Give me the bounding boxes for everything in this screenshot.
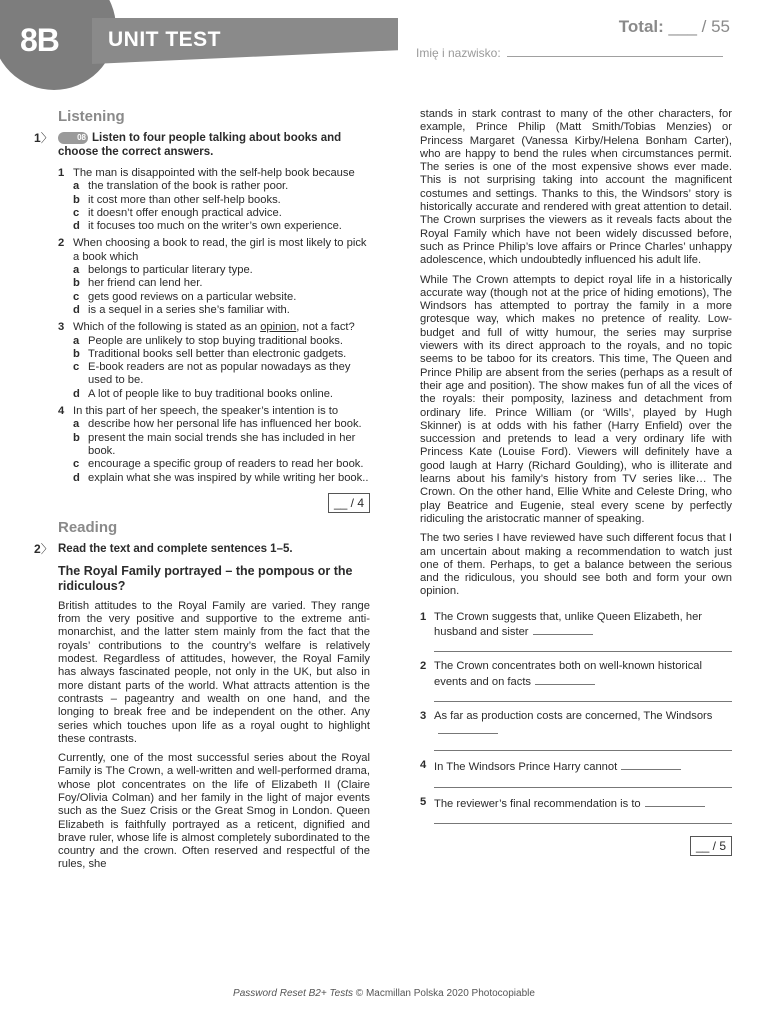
sentence-number: 2 — [420, 660, 427, 673]
option-letter: d — [73, 387, 80, 400]
task-number: 2〉 — [34, 541, 53, 556]
answer-option[interactable] — [73, 304, 370, 317]
answer-option[interactable] — [73, 180, 370, 193]
answer-blank[interactable] — [621, 759, 681, 770]
answer-option[interactable] — [73, 348, 370, 361]
answer-option[interactable] — [73, 388, 370, 401]
answer-option[interactable] — [73, 264, 370, 277]
article-paragraph: The two series I have reviewed have such different focus that I am uncertain about making a recommendation to watch just one of them. Perhaps, to get a balance between the serious and the ridiculous, you should see both and form your own opinion. — [420, 532, 732, 598]
option-text: her friend can lend her. — [88, 277, 203, 290]
option-text: it focuses too much on the writer’s own experience. — [88, 220, 342, 233]
option-letter: c — [73, 458, 80, 471]
sentence-text: The reviewer’s final recommendation is to — [434, 796, 732, 811]
sentence-number: 1 — [420, 610, 427, 623]
question-text: The man is disappointed with the self-help book because — [73, 167, 355, 179]
instruction-text: Listen to four people talking about books and choose the correct answers. — [58, 132, 342, 158]
listening-questions — [58, 167, 370, 485]
sentence-number: 3 — [420, 709, 427, 722]
total-value: ___ / 55 — [668, 17, 730, 36]
article-paragraph: While The Crown attempts to depict royal life in a historically accurate way (though not at the price of hiding emotions), The Windsors has attempted to portray the family in a more grotesque way, which makes no pretence of reality. Low-budget and full of witty humour, the series may surprise viewers with its direct approach to the royals, and no topic seems to be taboo for its creators. This time, The Queen and Prince Philip are absent from the series (perhaps as a result of their age and position). The show makes fun of all the vices of the royals: their pomposity, laziness and detachment from ordinary life. Prince William (or ‘Wills’, played by Hugh Skinner) is at odds with his father (Harry Enfield) over the succession and pretends to lead a very ordinary life with Princess Kate (Louise Ford). Viewers will definitely have a good laugh at Harry (Richard Goulding), who is illiterate and learns about his family’s history from TV series like… The Crown. On the other hand, Ellie White and Celeste Dring, who play Beatrice and Eugenie, steal every scene by perfectly ridiculing the aristocratic manner of speaking. — [420, 273, 732, 525]
question — [58, 237, 370, 317]
question — [58, 405, 370, 485]
sentence-text: The Crown suggests that, unlike Queen Elizabeth, her husband and sister — [434, 610, 703, 638]
question — [58, 321, 370, 401]
sentence-item — [420, 796, 732, 824]
reading-sentences — [420, 611, 732, 824]
article-paragraph: Currently, one of the most successful series about the Royal Family is The Crown, a well-written and well-performed drama, whose plot concentrates on the life of Elizabeth II (Claire Foy/Olivia Colman) and her family in the light of major events such as the Suez Crisis or the Great Smog in London. Queen Elizabeth is faithfully portrayed as a reticent, dignified and brave ruler, whose life is almost completely subordinated to the country and the crown. Often reserved and respectful of the rules, she — [58, 752, 370, 871]
reading-title: Reading — [58, 518, 118, 536]
question-number: 3 — [58, 321, 65, 334]
audio-cd-icon: 08 — [58, 132, 88, 144]
sentence-item — [420, 759, 732, 787]
option-letter: c — [73, 290, 80, 303]
listening-title: Listening — [58, 108, 125, 125]
answer-option[interactable] — [73, 277, 370, 290]
answer-option[interactable] — [73, 220, 370, 233]
option-letter: c — [73, 361, 80, 374]
sentence-number: 4 — [420, 759, 427, 772]
option-text: gets good reviews on a particular website. — [88, 290, 297, 303]
total-label: Total: — [618, 17, 664, 36]
option-text: the translation of the book is rather poor. — [88, 180, 289, 193]
option-letter: d — [73, 220, 80, 233]
answer-option[interactable] — [73, 207, 370, 220]
option-text: People are unlikely to stop buying traditional books. — [88, 334, 343, 347]
answer-line[interactable] — [434, 689, 732, 702]
option-letter: b — [73, 193, 80, 206]
answer-option[interactable] — [73, 458, 370, 471]
option-text: describe how her personal life has influenced her book. — [88, 418, 362, 431]
sentence-text: In The Windsors Prince Harry cannot — [434, 759, 732, 774]
answer-line[interactable] — [434, 639, 732, 652]
footer-copyright: © Macmillan Polska 2020 Photocopiable — [355, 988, 535, 999]
option-text: it doesn’t offer enough practical advice. — [88, 206, 282, 219]
task-2-instruction — [34, 541, 370, 556]
answer-option[interactable] — [73, 432, 370, 459]
question-number: 2 — [58, 237, 65, 250]
task-number: 1〉 — [34, 131, 53, 145]
option-letter: a — [73, 264, 80, 277]
option-letter: a — [73, 334, 80, 347]
question-text: When choosing a book to read, the girl is most likely to pick a book which — [73, 237, 367, 263]
option-text: encourage a specific group of readers to read her book. — [88, 458, 364, 471]
sentence-item — [420, 660, 732, 702]
option-letter: b — [73, 347, 80, 360]
unit-code: 8B — [20, 22, 59, 58]
answer-option[interactable] — [73, 418, 370, 431]
task-1-instruction — [34, 131, 370, 159]
option-letter: c — [73, 206, 80, 219]
answer-option[interactable] — [73, 291, 370, 304]
option-text: Traditional books sell better than electronic gadgets. — [88, 347, 347, 360]
instruction-text: Read the text and complete sentences 1–5. — [58, 542, 293, 555]
option-letter: b — [73, 277, 80, 290]
sentence-item — [420, 710, 732, 752]
answer-blank[interactable] — [533, 624, 593, 635]
total-score — [619, 17, 730, 37]
reading-score-box: __ / 5 — [690, 836, 732, 856]
name-blank[interactable] — [507, 46, 723, 57]
option-text: it cost more than other self-help books. — [88, 193, 281, 206]
question-text: In this part of her speech, the speaker’s intention is to — [73, 405, 339, 418]
left-column — [34, 104, 370, 878]
name-label: Imię i nazwisko: — [416, 46, 501, 60]
page-title: UNIT TEST — [108, 28, 221, 51]
answer-line[interactable] — [434, 775, 732, 788]
option-letter: a — [73, 418, 80, 431]
page-header — [0, 0, 768, 90]
answer-line[interactable] — [434, 738, 732, 751]
sentence-text: As far as production costs are concerned, The Windsors — [434, 710, 732, 739]
right-column — [420, 108, 732, 856]
name-field — [416, 46, 723, 60]
sentence-item — [420, 611, 732, 653]
question-text: Which of the following is stated as an opinion, not a fact? — [73, 321, 355, 334]
listening-score-box: __ / 4 — [328, 493, 370, 513]
answer-option[interactable] — [73, 194, 370, 207]
option-text: belongs to particular literary type. — [88, 264, 253, 277]
option-text: present the main social trends she has included in her book. — [88, 431, 356, 457]
option-text: is a sequel in a series she’s familiar with. — [88, 303, 290, 316]
option-text: A lot of people like to buy traditional books online. — [88, 387, 334, 400]
option-letter: b — [73, 431, 80, 444]
option-letter: d — [73, 303, 80, 316]
answer-blank[interactable] — [438, 723, 498, 734]
page-footer — [0, 988, 768, 999]
answer-option[interactable] — [73, 335, 370, 348]
question-number: 4 — [58, 405, 65, 418]
answer-blank[interactable] — [535, 674, 595, 685]
article-title: The Royal Family portrayed – the pompous or the ridiculous? — [58, 563, 353, 593]
option-letter: a — [73, 180, 80, 193]
footer-title: Password Reset B2+ Tests — [233, 988, 354, 999]
question — [58, 167, 370, 233]
option-text: explain what she was inspired by while writing her book.. — [88, 471, 369, 484]
article-paragraph: British attitudes to the Royal Family are varied. They range from the very positive and supportive to the extreme anti-monarchist, and the latter stem mainly from the fact that the royals’ contributions to the country’s welfare is relatively modest. Regardless of attitudes, however, the Royal Family has always fascinated people, not only in the UK, but also in more distant parts of the world. What attracts attention is the contrasts – pageantry and wealth on one hand, and the longing to break free and be independent on the other. Any series which touches upon life as a royal ought to highlight these contrasts. — [58, 599, 370, 745]
answer-line[interactable] — [434, 811, 732, 824]
answer-option[interactable] — [73, 361, 370, 388]
article-paragraph: stands in stark contrast to many of the other characters, for example, Prince Philip (Matt Smith/Tobias Menzies) or Princess Margaret (Vanessa Kirby/Helena Bonham Carter), who are happy to bend the rules when circumstances permit. The series is one of the most expensive shows ever made. This is not surprising taking into account the magnificent costumes and settings. Thanks to this, the Windsors’ story is historically accurate and rendered with great attention to detail. The Crown surprises the viewers as it reveals facts about the Royal Family which have not been widely discussed before, such as Prince Philip’s love affairs or Prince Charles’ unhappy adolescence, which undoubtedly influenced his adult life. — [420, 108, 732, 267]
sentence-text: The Crown concentrates both on well-known historical events and on facts — [434, 660, 703, 688]
option-text: E-book readers are not as popular nowadays as they used to be. — [88, 361, 351, 387]
option-letter: d — [73, 471, 80, 484]
sentence-number: 5 — [420, 795, 427, 808]
answer-option[interactable] — [73, 472, 370, 485]
answer-blank[interactable] — [645, 796, 705, 807]
question-number: 1 — [58, 167, 65, 179]
